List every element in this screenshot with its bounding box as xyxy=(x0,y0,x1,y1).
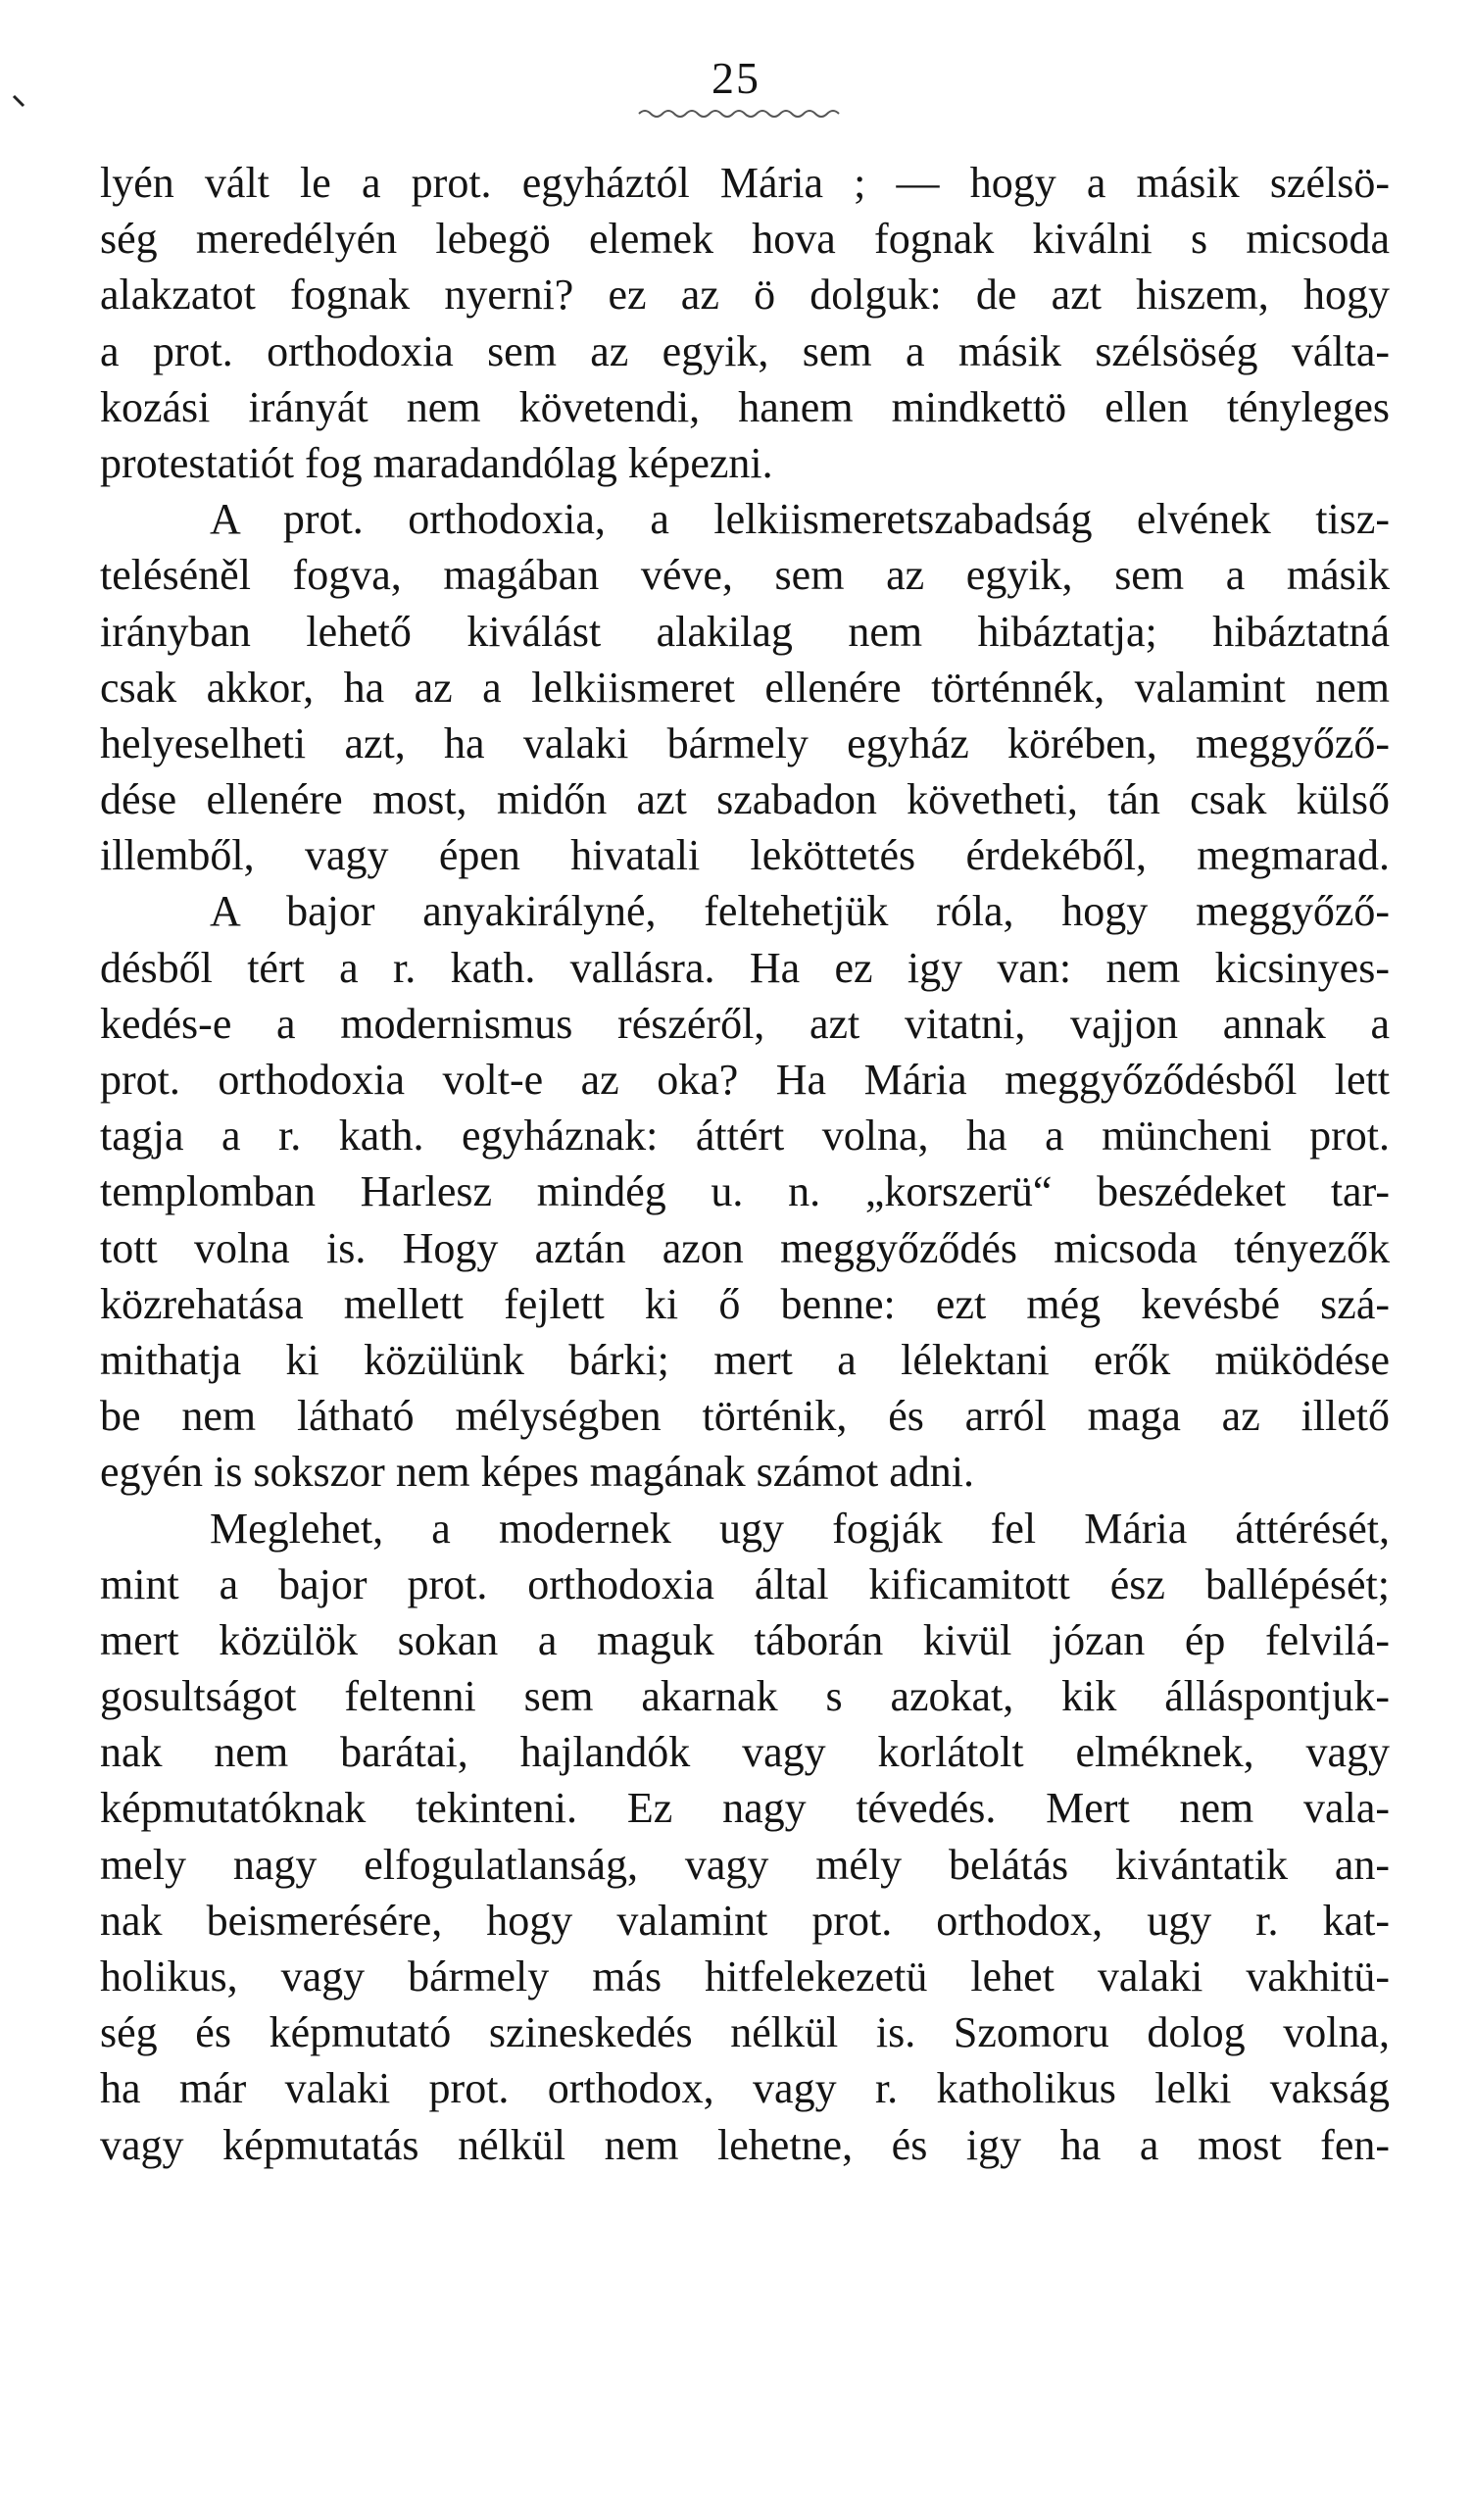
text-line: vagy képmutatás nélkül nem lehetne, és igy ha a most fen- xyxy=(100,2120,1390,2169)
text-line: helyeselheti azt, ha valaki bármely egyház körében, meggyőző- xyxy=(100,718,1390,767)
text-line: A bajor anyakirályné, feltehetjük róla, hogy meggyőző- xyxy=(210,887,1390,936)
text-line: mert közülök sokan a maguk táborán kivül józan ép felvilá- xyxy=(100,1615,1390,1664)
text-line: holikus, vagy bármely más hitfelekezetü lehet valaki vakhitü- xyxy=(100,1952,1390,2001)
text-line: képmutatóknak tekinteni. Ez nagy tévedés. Mert nem vala- xyxy=(100,1784,1390,1833)
text-line: illemből, vagy épen hivatali leköttetés érdekéből, megmarad. xyxy=(100,831,1390,880)
text-line: nak nem barátai, hajlandók vagy korlátolt elméknek, vagy xyxy=(100,1728,1390,1777)
text-line: a prot. orthodoxia sem az egyik, sem a másik szélsöség válta- xyxy=(100,326,1390,375)
text-line: egyén is sokszor nem képes magának számot adni. xyxy=(100,1448,974,1497)
text-line: prot. orthodoxia volt-e az oka? Ha Mária meggyőződésből lett xyxy=(100,1056,1390,1104)
text-line: nak beismerésére, hogy valamint prot. orthodox, ugy r. kat- xyxy=(100,1896,1390,1945)
text-line: A prot. orthodoxia, a lelkiismeretszabadság elvének tisz- xyxy=(210,495,1390,544)
text-line: teléséněl fogva, magában véve, sem az egyik, sem a másik xyxy=(100,551,1390,600)
text-line: csak akkor, ha az a lelkiismeret ellenére történnék, valamint nem xyxy=(100,663,1390,712)
text-line: alakzatot fognak nyerni? ez az ö dolguk: de azt hiszem, hogy xyxy=(100,271,1390,320)
page-number: 25 xyxy=(711,53,761,103)
text-line: désből tért a r. kath. vallásra. Ha ez igy van: nem kicsinyes- xyxy=(100,943,1390,992)
text-line: protestatiót fog maradandólag képezni. xyxy=(100,438,773,487)
text-line: ség és képmutató szineskedés nélkül is. Szomoru dolog volna, xyxy=(100,2008,1390,2057)
text-line: kedés-e a modernismus részéről, azt vitatni, vajjon annak a xyxy=(100,999,1390,1048)
wavy-rule-ornament xyxy=(637,106,848,122)
text-line: lyén vált le a prot. egyháztól Mária ; — hogy a másik szélsö- xyxy=(100,159,1390,207)
text-line: ség meredélyén lebegö elemek hova fognak kiválni s micsoda xyxy=(100,215,1390,264)
text-line: be nem látható mélységben történik, és arról maga az illető xyxy=(100,1392,1390,1441)
text-line: közrehatása mellett fejlett ki ő benne: ezt még kevésbé szá- xyxy=(100,1279,1390,1328)
text-line: ha már valaki prot. orthodox, vagy r. katholikus lelki vakság xyxy=(100,2064,1390,2113)
text-line: mely nagy elfogulatlanság, vagy mély belátás kivántatik an- xyxy=(100,1840,1390,1889)
text-line: tagja a r. kath. egyháznak: áttért volna, ha a müncheni prot. xyxy=(100,1112,1390,1161)
text-line: tott volna is. Hogy aztán azon meggyőződés micsoda tényezők xyxy=(100,1223,1390,1272)
text-line: kozási irányát nem követendi, hanem mindkettö ellen tényleges xyxy=(100,382,1390,431)
text-line: irányban lehető kiválást alakilag nem hibáztatja; hibáztatná xyxy=(100,607,1390,656)
text-line: templomban Harlesz mindég u. n. „korszerü“ beszédeket tar- xyxy=(100,1167,1390,1216)
text-line: Meglehet, a modernek ugy fogják fel Mária áttérését, xyxy=(210,1504,1390,1553)
text-line: dése ellenére most, midőn azt szabadon követheti, tán csak külső xyxy=(100,775,1390,824)
body-text xyxy=(100,155,1390,2173)
text-line: mint a bajor prot. orthodoxia által kificamitott ész ballépését; xyxy=(100,1559,1390,1608)
edge-mark xyxy=(12,94,25,108)
text-line: gosultságot feltenni sem akarnak s azokat, kik álláspontjuk- xyxy=(100,1672,1390,1721)
text-line: mithatja ki közülünk bárki; mert a lélektani erők müködése xyxy=(100,1335,1390,1384)
